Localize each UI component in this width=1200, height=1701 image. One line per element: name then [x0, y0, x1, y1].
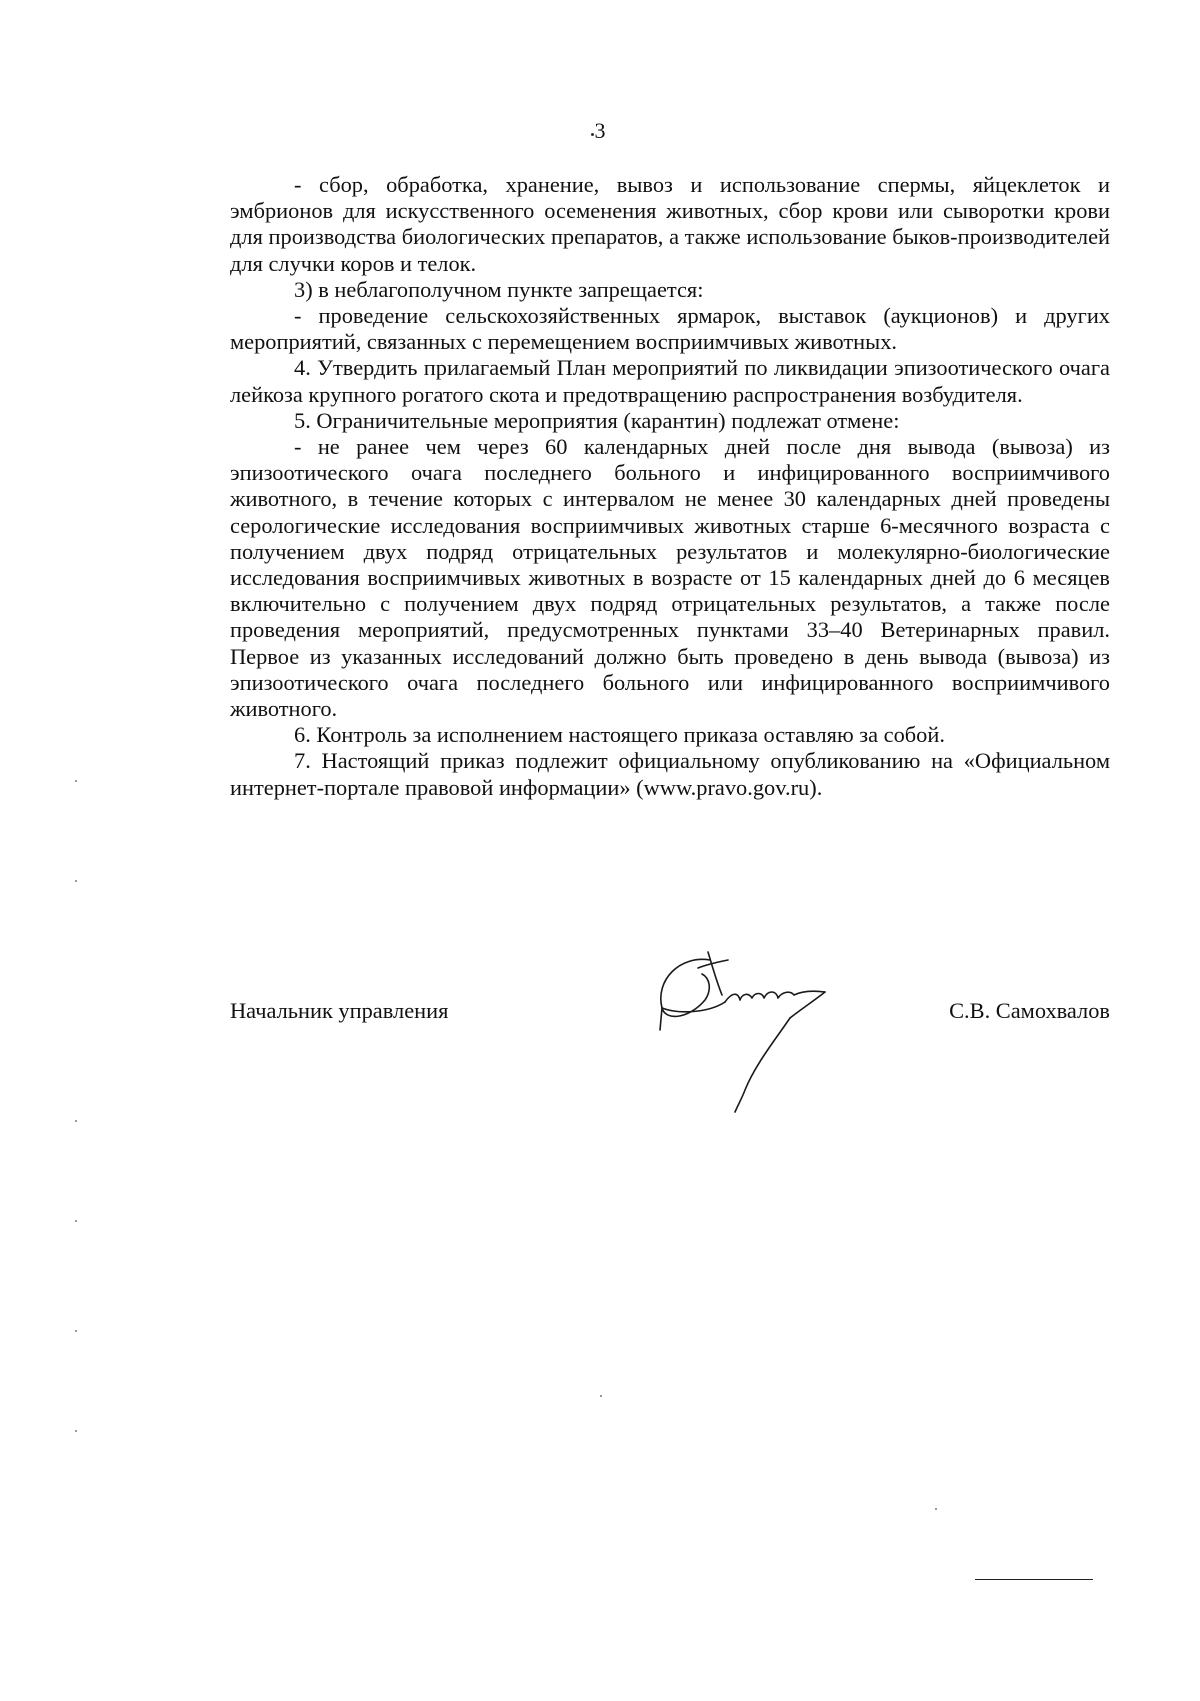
- handwritten-signature: [650, 940, 890, 1120]
- scan-dot: [591, 133, 594, 136]
- paragraph-quarantine-conditions: - не ранее чем через 60 календарных дней после дня вывода (вывоза) из эпизоотического очага последнего больного и инфицированного восприимчивого животного, в течение которых с интервалом не менее 30 календарных дней проведены серологические исследования восприимчивых животных старше 6-месячного возраста с получением двух подряд отрицательных результатов и молекулярно-биологические исследования восприимчивых животных в возрасте от 15 календарных дней до 6 месяцев включительно с получением двух подряд отрицательных результатов, а также после проведения мероприятий, предусмотренных пунктами 33–40 Ветеринарных правил. Первое из указанных исследований должно быть проведено в день вывода (вывоза) из эпизоотического очага последнего больного или инфицированного восприимчивого животного.: [230, 434, 1110, 722]
- paragraph-fairs-prohibition: - проведение сельскохозяйственных ярмарок, выставок (аукционов) и других мероприятий, связанных с перемещением восприимчивых животных.: [230, 303, 1110, 355]
- paragraph-item-4: 4. Утвердить прилагаемый План мероприятий по ликвидации эпизоотического очага лейкоза крупного рогатого скота и предотвращению распространения возбудителя.: [230, 355, 1110, 407]
- paragraph-item-7: 7. Настоящий приказ подлежит официальному опубликованию на «Официальном интернет-портале правовой информации» (www.pravo.gov.ru).: [230, 748, 1110, 800]
- paragraph-prohibited-heading: 3) в неблагополучном пункте запрещается:: [294, 276, 704, 302]
- signatory-name: С.В. Самохвалов: [949, 998, 1110, 1023]
- footer-rule: [975, 1579, 1093, 1580]
- signatory-title: Начальник управления: [230, 998, 449, 1023]
- paragraph-item-5: 5. Ограничительные мероприятия (карантин) подлежат отмене:: [294, 407, 900, 433]
- document-body: [230, 172, 1110, 801]
- paragraph-semen-collection: - сбор, обработка, хранение, вывоз и использование спермы, яйцеклеток и эмбрионов для искусственного осеменения животных, сбор крови или сыворотки крови для производства биологических препаратов, а также использование быков-производителей для случки коров и телок.: [230, 172, 1110, 276]
- page-number: 3: [594, 118, 606, 143]
- paragraph-item-6: 6. Контроль за исполнением настоящего приказа оставляю за собой.: [294, 722, 945, 748]
